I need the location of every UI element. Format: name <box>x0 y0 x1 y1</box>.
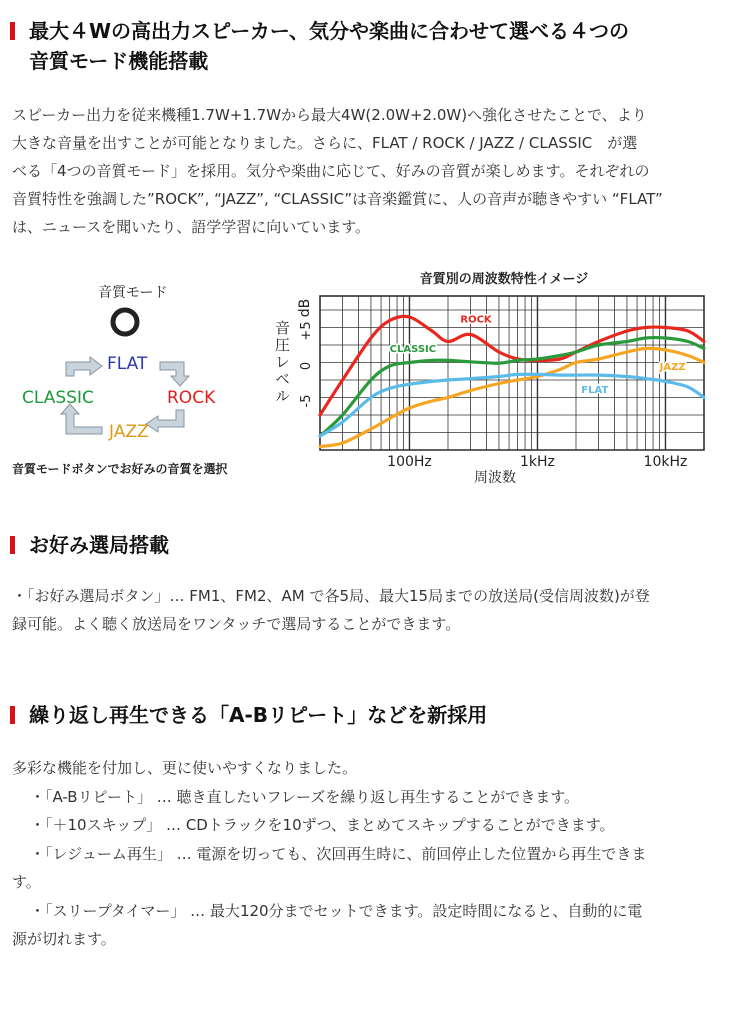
mode-flat: FLAT <box>107 354 148 374</box>
chart-y-unit: dB <box>297 298 313 318</box>
section3-heading <box>10 700 487 730</box>
feature-item: ・「スリープタイマー」 … 最大120分までセットできます。設定時間になると、自動的に電 <box>30 902 643 920</box>
y-tick-label: 0 <box>299 361 314 371</box>
chart-x-ticks <box>387 454 687 470</box>
section3-title: 繰り返し再生できる「A-Bリピート」などを新採用 <box>29 703 488 727</box>
section2-line: 録可能。よく聴く放送局をワンタッチで選局することができます。 <box>12 615 461 633</box>
feature-item-continued: 源が切れます。 <box>12 930 116 948</box>
mode-classic: CLASSIC <box>22 388 94 408</box>
feature-item: ・「A-Bリピート」 … 聴き直したいフレーズを繰り返し再生することができます。 <box>30 788 579 806</box>
section1-body-line: スピーカー出力を従来機種1.7W+1.7Wから最大4W(2.0W+2.0W)へ強化させたことで、より <box>12 106 647 124</box>
section2-heading <box>10 530 169 560</box>
legend-label-flat: FLAT <box>581 385 609 397</box>
arrow-icon <box>66 357 102 376</box>
section1-body-line: べる「4つの音質モード」を採用。気分や楽曲に応じて、好みの音質が楽しめます。それぞれの <box>12 162 650 180</box>
section1-body-line: 音質特性を強調した”ROCK”, “JAZZ”, “CLASSIC”は音楽鑑賞に、人の音声が聴きやすい “FLAT” <box>12 190 663 208</box>
mode-cycle-arrows <box>12 282 252 482</box>
chart-y-ticks <box>299 321 314 407</box>
arrow-icon <box>160 362 189 386</box>
sound-mode-diagram <box>12 282 252 482</box>
frequency-response-chart <box>262 268 712 490</box>
mode-diagram-title: 音質モード <box>98 285 168 301</box>
y-tick-label: +5 <box>299 321 314 341</box>
mode-diagram-caption: 音質モードボタンでお好みの音質を選択 <box>12 462 228 476</box>
section2-line: ・「お好み選局ボタン」… FM1、FM2、AM で各5局、最大15局までの放送局(受信周波数)が登 <box>12 587 650 605</box>
x-tick-label: 1kHz <box>520 454 555 470</box>
arrow-icon <box>146 410 184 432</box>
heading-marker <box>10 22 15 40</box>
mode-jazz: JAZZ <box>109 422 149 442</box>
section1-title-line2: 音質モード機能搭載 <box>29 49 209 73</box>
chart-y-label: 音圧レベル <box>273 320 291 405</box>
mode-rock: ROCK <box>167 388 216 408</box>
feature-item: ・「レジューム再生」 … 電源を切っても、次回再生時に、前回停止した位置から再生できま <box>30 845 647 863</box>
arrow-icon <box>61 404 102 434</box>
feature-item-continued: す。 <box>12 873 41 891</box>
x-tick-label: 100Hz <box>387 454 432 470</box>
legend-label-jazz: JAZZ <box>659 361 686 373</box>
heading-marker <box>10 536 15 554</box>
x-tick-label: 10kHz <box>643 454 688 470</box>
feature-item: ・「＋10スキップ」 … CDトラックを10ずつ、まとめてスキップすることができます。 <box>30 816 615 834</box>
section1-title-line1: 最大４Wの高出力スピーカー、気分や楽曲に合わせて選べる４つの <box>29 19 630 43</box>
legend-label-classic: CLASSIC <box>389 344 437 355</box>
legend-label-rock: ROCK <box>460 314 492 326</box>
chart-x-label: 周波数 <box>474 470 516 486</box>
section1-heading <box>10 16 629 76</box>
section3-intro: 多彩な機能を付加し、更に使いやすくなりました。 <box>12 759 358 777</box>
y-tick-label: -5 <box>299 394 314 408</box>
section1-body-line: 大きな音量を出すことが可能となりました。さらに、FLAT / ROCK / JAZZ / CLASSIC が選 <box>12 134 638 152</box>
chart-title: 音質別の周波数特性イメージ <box>419 272 589 287</box>
heading-marker <box>10 706 15 724</box>
section1-body-line: は、ニュースを聞いたり、語学学習に向いています。 <box>12 218 371 236</box>
section2-title: お好み選局搭載 <box>29 533 169 557</box>
mode-button-icon <box>113 310 137 334</box>
